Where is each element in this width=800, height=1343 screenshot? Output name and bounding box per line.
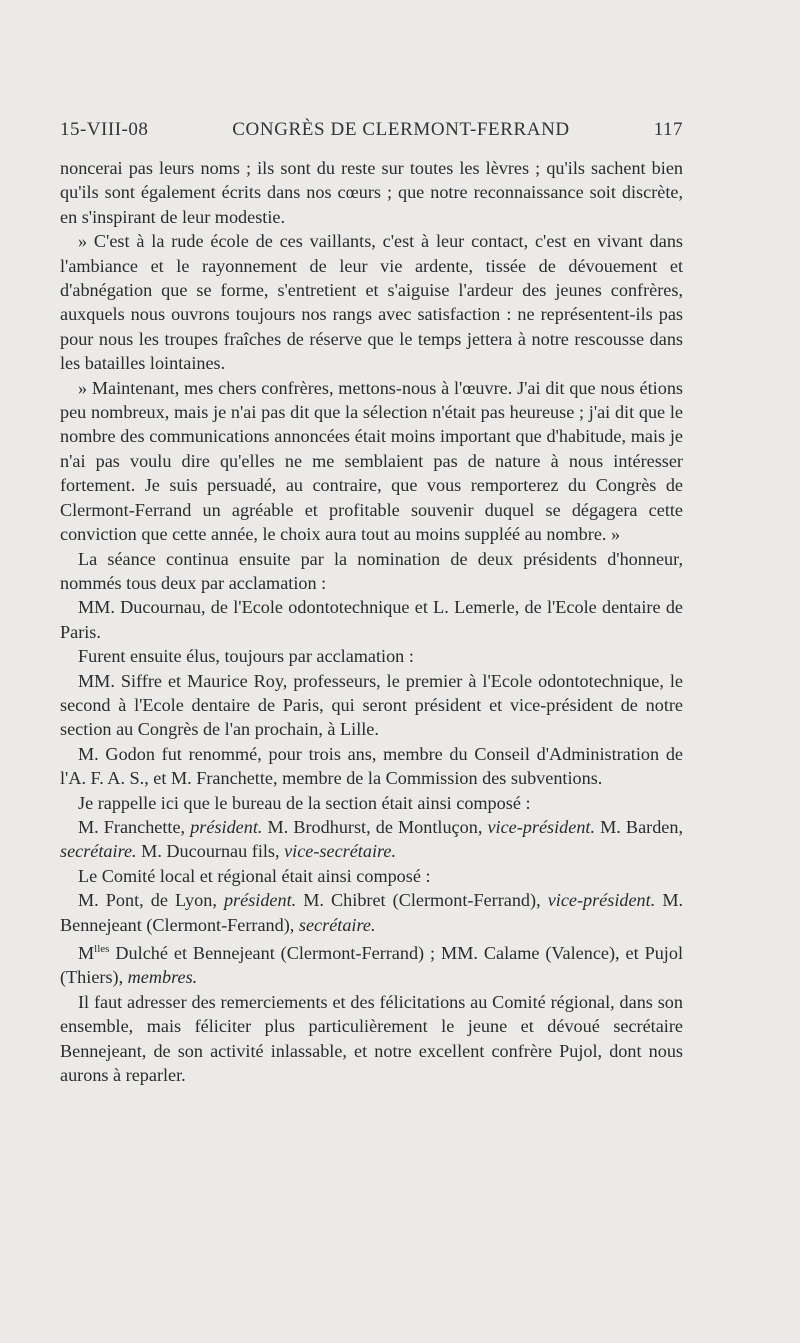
mlles-prefix: M [78,943,95,963]
comite-role: président. [223,890,297,911]
bureau-role: vice-président. [487,816,596,837]
paragraph: La séance continua ensuite par la nomination de deux présidents d'honneur, nommés tous deux par acclamation : [60,548,683,593]
comite-member: M. Bennejeant (Clermont-Ferrand), [60,890,684,935]
comite-role: vice-président. [547,890,656,911]
paragraph: » Maintenant, mes chers confrères, mettons-nous à l'œuvre. J'ai dit que nous étions peu nombreux, mais je n'ai pas dit que la sélection n'était pas heureuse ; j'ai dit que le nombre des communications annoncées était moins important que d'habitude, mais je n'ai pas voulu dire qu'elles ne me semblaient pas de nature à nous intéresser fortement. Je suis persuadé, au contraire, que vous remporterez du Congrès de Clermont-Ferrand un agréable et profitable souvenir duquel se dégagera cette conviction que cette année, le choix aura tout au moins suppléé au nombre. » [60,377,683,545]
paragraph: MM. Siffre et Maurice Roy, professeurs, le premier à l'Ecole odontotechnique, le second à l'Ecole dentaire de Paris, qui seront président et vice-président de notre section au Congrès de l'an prochain, à Lille. [60,670,683,740]
bureau-member: M. Ducournau fils, [141,841,280,862]
bureau-member: M. Brodhurst, de Montluçon, [267,816,483,837]
comite-member: M. Pont, de Lyon, [78,890,217,911]
paragraph: Il faut adresser des remerciements et des félicitations au Comité régional, dans son ensemble, mais féliciter plus particulièrement le jeune et dévoué secrétaire Bennejeant, de son activité inlassable, et notre excellent confrère Pujol, dont nous aurons à reparler. [60,991,683,1086]
running-header [60,119,683,141]
membres-text: Dulché et Bennejeant (Clermont-Ferrand) ; MM. Calame (Valence), et Pujol (Thiers), [60,943,684,988]
page-number: 117 [653,119,683,140]
paragraph: » C'est à la rude école de ces vaillants, c'est à leur contact, c'est en vivant dans l'ambiance et le rayonnement de leur vie ardente, tissée de dévouement et d'abnégation que se forme, s'entretient et s'aiguise l'ardeur des jeunes confrères, auxquels nous ouvrons toujours nos rangs avec satisfaction : ne représentent-ils pas pour nous les troupes fraîches de réserve que le temps jettera à notre rescousse dans les batailles lointaines. [60,231,683,374]
comite-role: secrétaire. [298,914,376,935]
paragraph: noncerai pas leurs noms ; ils sont du reste sur toutes les lèvres ; qu'ils sachent bien qu'ils sont également écrits dans nos cœurs ; que notre reconnaissance soit discrète, en s'inspirant de leur modestie. [60,158,683,227]
membres-line [60,937,683,990]
bureau-member: M. Franchette, [78,816,186,837]
paragraph: Furent ensuite élus, toujours par acclamation : [78,646,414,667]
paragraph: Je rappelle ici que le bureau de la section était ainsi composé : [78,792,531,813]
comite-list [60,888,683,937]
paragraph: Le Comité local et régional était ainsi composé : [78,865,431,886]
membres-role: membres. [127,967,198,988]
comite-member: M. Chibret (Clermont-Ferrand), [303,890,541,911]
paragraph: MM. Ducournau, de l'Ecole odontotechnique et L. Lemerle, de l'Ecole dentaire de Paris. [60,597,683,642]
header-date: 15-VIII-08 [60,119,149,140]
bureau-role: vice-secrétaire. [284,841,397,862]
bureau-role: secrétaire. [60,841,137,862]
bureau-list [60,815,683,864]
mlles-superscript: lles [94,943,110,955]
paragraph: M. Godon fut renommé, pour trois ans, membre du Conseil d'Administration de l'A. F. A. S., et M. Franchette, membre de la Commission des subventions. [60,743,683,789]
bureau-member: M. Barden, [600,816,683,837]
header-title: CONGRÈS DE CLERMONT-FERRAND [232,119,570,140]
body-text [60,156,683,1087]
bureau-role: président. [190,816,263,837]
